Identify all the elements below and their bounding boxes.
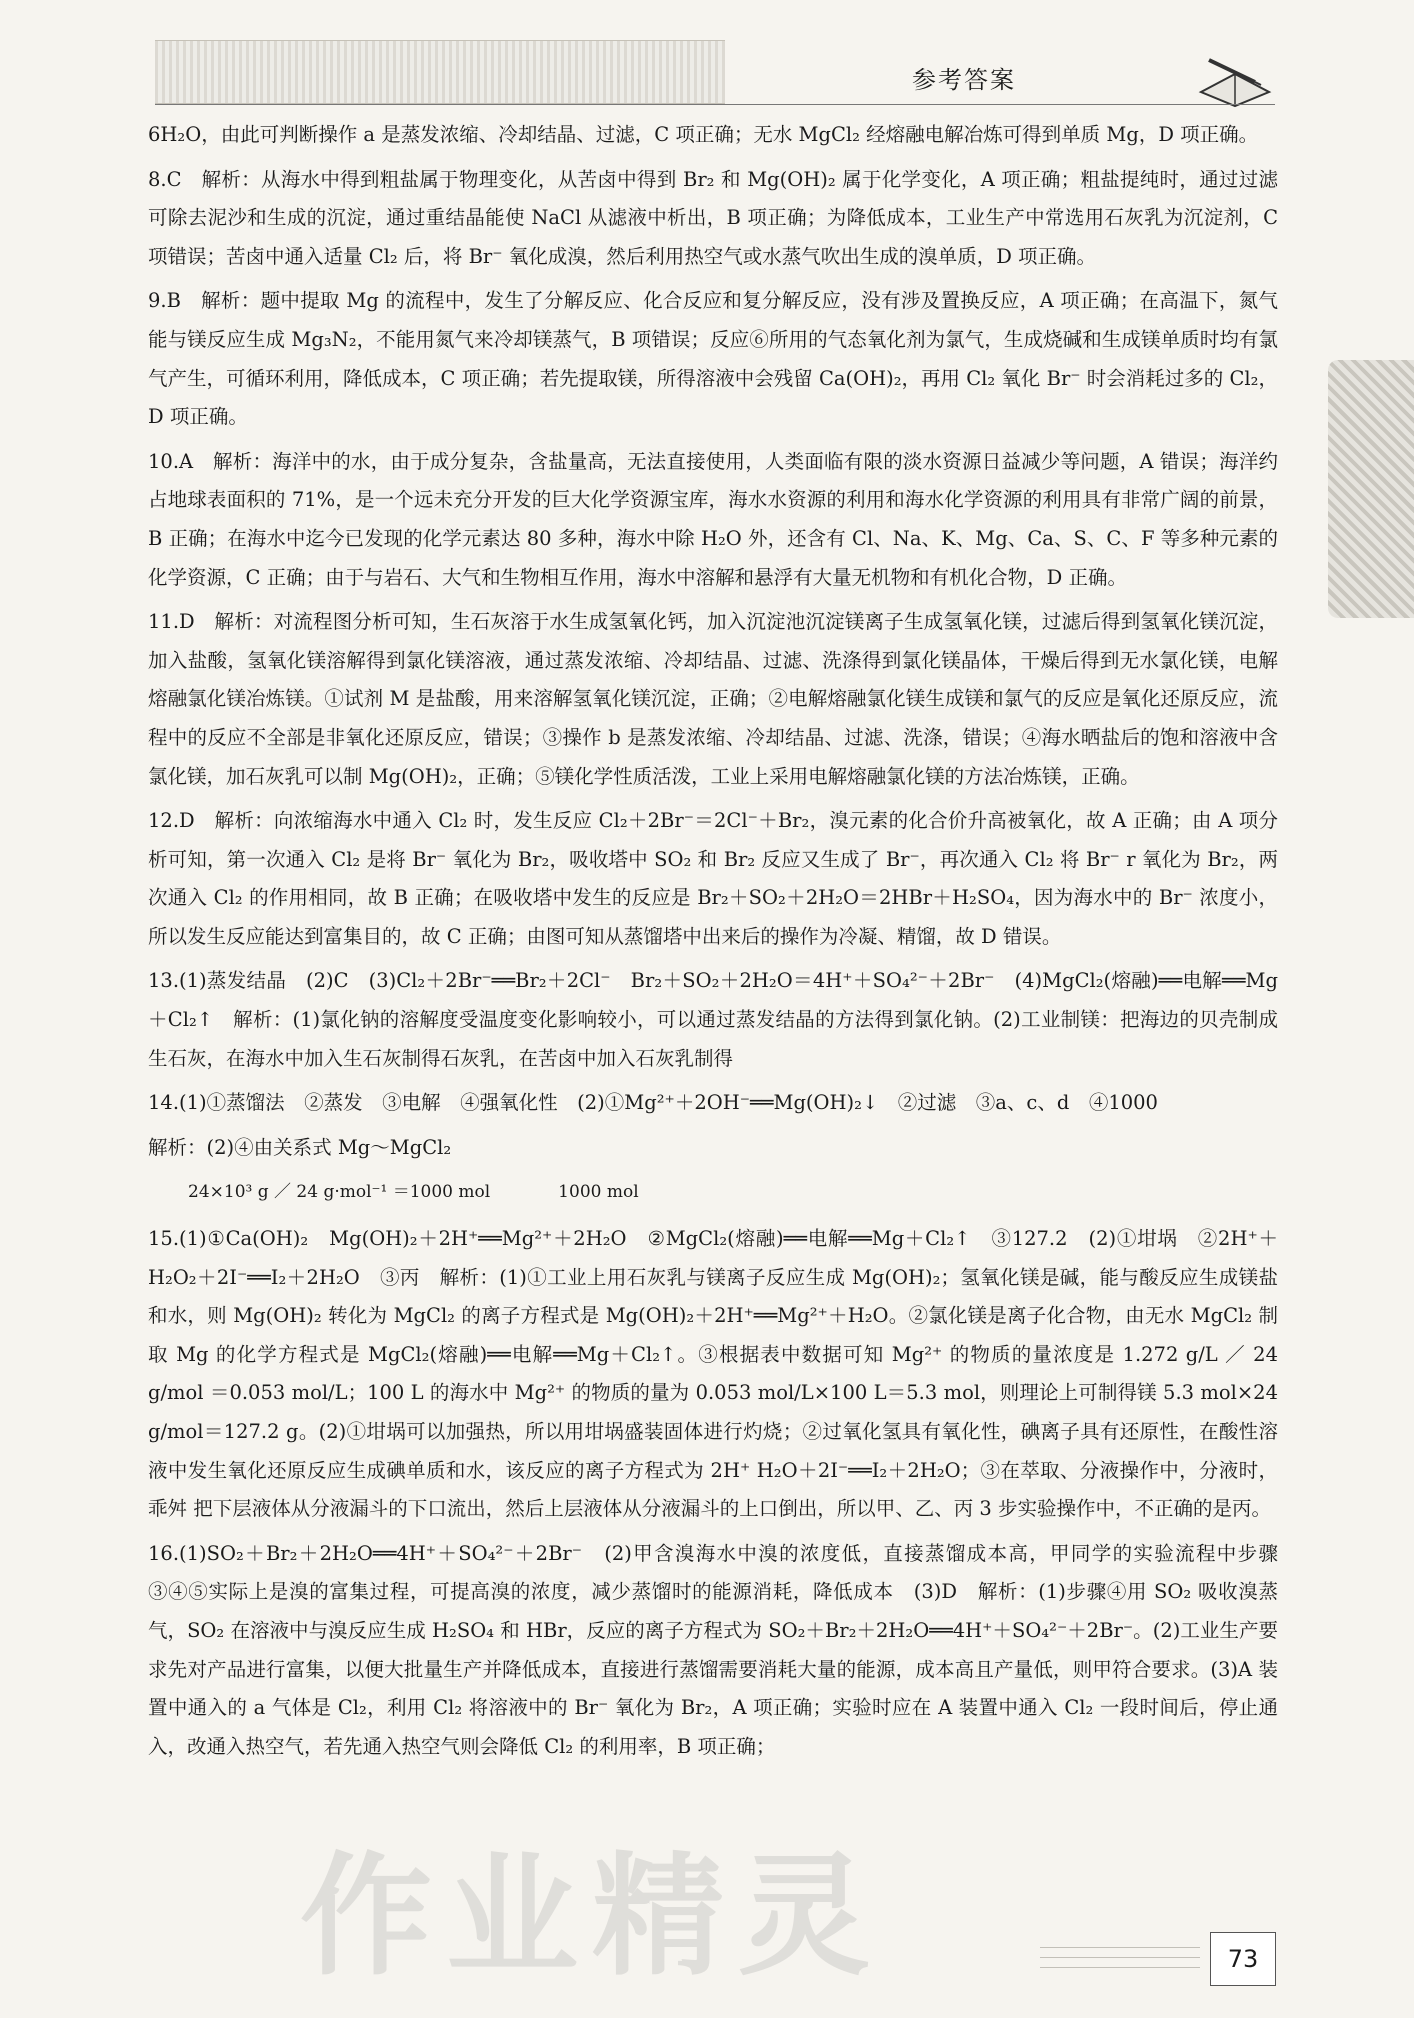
- paragraph-0: 6H₂O，由此可判断操作 a 是蒸发浓缩、冷却结晶、过滤，C 项正确；无水 MgCl₂ 经熔融电解冶炼可得到单质 Mg，D 项正确。: [148, 123, 1259, 146]
- paragraph-q9: 9.B 解析：题中提取 Mg 的流程中，发生了分解反应、化合反应和复分解反应，没有涉及置换反应，A 项正确；在高温下，氮气能与镁反应生成 Mg₃N₂，不能用氮气来冷却镁蒸气，B 项错误；反应⑥所用的气态氧化剂为氯气，生成烧碱和生成镁单质时均有氯气产生，可循环利用，降低成本，C 项正确；若先提取镁，所得溶液中会残留 Ca(OH)₂，再用 Cl₂ 氧化 Br⁻ 时会消耗过多的 Cl₂，D 项正确。: [148, 289, 1279, 429]
- paragraph-q16: 16.(1)SO₂＋Br₂＋2H₂O══4H⁺＋SO₄²⁻＋2Br⁻ (2)甲含溴海水中溴的浓度低，直接蒸馏成本高，甲同学的实验流程中步骤③④⑤实际上是溴的富集过程，可提高溴的浓度，减少蒸馏时的能源消耗，降低成本 (3)D 解析：(1)步骤④用 SO₂ 吸收溴蒸气，SO₂ 在溶液中与溴反应生成 H₂SO₄ 和 HBr，反应的离子方程式为 SO₂＋Br₂＋2H₂O══4H⁺＋SO₄²⁻＋2Br⁻。(2)工业生产要求先对产品进行富集，以便大批量生产并降低成本，直接进行蒸馏需要消耗大量的能源，成本高且产量低，则甲符合要求。(3)A 装置中通入的 a 气体是 Cl₂，利用 Cl₂ 将溶液中的 Br⁻ 氧化为 Br₂，A 项正确；实验时应在 A 装置中通入 Cl₂ 一段时间后，停止通入，改通入热空气，若先通入热空气则会降低 Cl₂ 的利用率，B 项正确；: [148, 1541, 1278, 1758]
- footer-decoration: [1040, 1938, 1200, 1988]
- page-number: 73: [1210, 1932, 1276, 1986]
- answer-content: [148, 116, 1278, 1772]
- book-pencil-icon: [1195, 52, 1275, 108]
- watermark-text: 作业精灵: [300, 1840, 884, 1994]
- paragraph-q14-fraction: 24×10³ g ／ 24 g·mol⁻¹ ＝1000 mol 1000 mol: [188, 1182, 639, 1203]
- header-title: 参考答案: [912, 66, 1016, 94]
- paragraph-q14: 14.(1)①蒸馏法 ②蒸发 ③电解 ④强氧化性 (2)①Mg²⁺＋2OH⁻══Mg(OH)₂↓ ②过滤 ③a、c、d ④1000: [148, 1091, 1158, 1115]
- paragraph-q13: 13.(1)蒸发结晶 (2)C (3)Cl₂＋2Br⁻══Br₂＋2Cl⁻ Br₂＋SO₂＋2H₂O＝4H⁺＋SO₄²⁻＋2Br⁻ (4)MgCl₂(熔融)══电解══Mg＋Cl₂↑ 解析：(1)氯化钠的溶解度受温度变化影响较小，可以通过蒸发结晶的方法得到氯化钠。(2)工业制镁：把海边的贝壳制成生石灰，在海水中加入生石灰制得石灰乳，在苦卤中加入石灰乳制得: [148, 969, 1278, 1070]
- paragraph-q14-analysis: 解析：(2)④由关系式 Mg～MgCl₂: [148, 1135, 452, 1159]
- side-tab-decoration: [1328, 360, 1414, 618]
- paragraph-q15: 15.(1)①Ca(OH)₂ Mg(OH)₂＋2H⁺══Mg²⁺＋2H₂O ②MgCl₂(熔融)══电解══Mg＋Cl₂↑ ③127.2 (2)①坩埚 ②2H⁺＋H₂O₂＋2I⁻══I₂＋2H₂O ③丙 解析：(1)①工业上用石灰乳与镁离子反应生成 Mg(OH)₂；氢氧化镁是碱，能与酸反应生成镁盐和水，则 Mg(OH)₂ 转化为 MgCl₂ 的离子方程式是 Mg(OH)₂＋2H⁺══Mg²⁺＋H₂O。②氯化镁是离子化合物，由无水 MgCl₂ 制取 Mg 的化学方程式是 MgCl₂(熔融)══电解══Mg＋Cl₂↑。③根据表中数据可知 Mg²⁺ 的物质的量浓度是 1.272 g/L ／ 24 g/mol ＝0.053 mol/L；100 L 的海水中 Mg²⁺ 的物质的量为 0.053 mol/L×100 L＝5.3 mol，则理论上可制得镁 5.3 mol×24 g/mol＝127.2 g。(2)①坩埚可以加强热，所以用坩埚盛装固体进行灼烧；②过氧化氢具有氧化性，碘离子具有还原性，在酸性溶液中发生氧化还原反应生成碘单质和水，该反应的离子方程式为 2H⁺ H₂O＋2I⁻══I₂＋2H₂O；③在萃取、分液操作中，分液时，乖舛 把下层液体从分液漏斗的下口流出，然后上层液体从分液漏斗的上口倒出，所以甲、乙、丙 3 步实验操作中，不正确的是丙。: [148, 1227, 1278, 1521]
- header-decoration: [155, 40, 725, 104]
- paragraph-q10: 10.A 解析：海洋中的水，由于成分复杂，含盐量高，无法直接使用，人类面临有限的淡水资源日益减少等问题，A 错误；海洋约占地球表面积的 71%，是一个远未充分开发的巨大化学资源宝库，海水水资源的利用和海水化学资源的利用具有非常广阔的前景，B 正确；在海水中迄今已发现的化学元素达 80 多种，海水中除 H₂O 外，还含有 Cl、Na、K、Mg、Ca、S、C、F 等多种元素的化学资源，C 正确；由于与岩石、大气和生物相互作用，海水中溶解和悬浮有大量无机物和有机化合物，D 正确。: [148, 449, 1278, 589]
- paragraph-q11: 11.D 解析：对流程图分析可知，生石灰溶于水生成氢氧化钙，加入沉淀池沉淀镁离子生成氢氧化镁，过滤后得到氢氧化镁沉淀，加入盐酸，氢氧化镁溶解得到氯化镁溶液，通过蒸发浓缩、冷却结晶、过滤、洗涤得到氯化镁晶体，干燥后得到无水氯化镁，电解熔融氯化镁冶炼镁。①试剂 M 是盐酸，用来溶解氢氧化镁沉淀，正确；②电解熔融氯化镁生成镁和氯气的反应是氧化还原反应，流程中的反应不全部是非氧化还原反应，错误；③操作 b 是蒸发浓缩、冷却结晶、过滤、洗涤，错误；④海水晒盐后的饱和溶液中含氯化镁，加石灰乳可以制 Mg(OH)₂，正确；⑤镁化学性质活泼，工业上采用电解熔融氯化镁的方法冶炼镁，正确。: [148, 610, 1278, 788]
- header-rule: [155, 104, 1275, 105]
- paragraph-q8: 8.C 解析：从海水中得到粗盐属于物理变化，从苦卤中得到 Br₂ 和 Mg(OH)₂ 属于化学变化，A 项正确；粗盐提纯时，通过过滤可除去泥沙和生成的沉淀，通过重结晶能使 NaCl 从滤液中析出，B 项正确；为降低成本，工业生产中常选用石灰乳为沉淀剂，C 项错误；苦卤中通入适量 Cl₂ 后，将 Br⁻ 氧化成溴，然后利用热空气或水蒸气吹出生成的溴单质，D 项正确。: [148, 167, 1278, 268]
- paragraph-q12: 12.D 解析：向浓缩海水中通入 Cl₂ 时，发生反应 Cl₂＋2Br⁻＝2Cl⁻＋Br₂，溴元素的化合价升高被氧化，故 A 正确；由 A 项分析可知，第一次通入 Cl₂ 是将 Br⁻ 氧化为 Br₂，吸收塔中 SO₂ 和 Br₂ 反应又生成了 Br⁻，再次通入 Cl₂ 将 Br⁻ r 氧化为 Br₂，两次通入 Cl₂ 的作用相同，故 B 正确；在吸收塔中发生的反应是 Br₂＋SO₂＋2H₂O＝2HBr＋H₂SO₄，因为海水中的 Br⁻ 浓度小，所以发生反应能达到富集目的，故 C 正确；由图可知从蒸馏塔中出来后的操作为冷凝、精馏，故 D 错误。: [148, 809, 1278, 948]
